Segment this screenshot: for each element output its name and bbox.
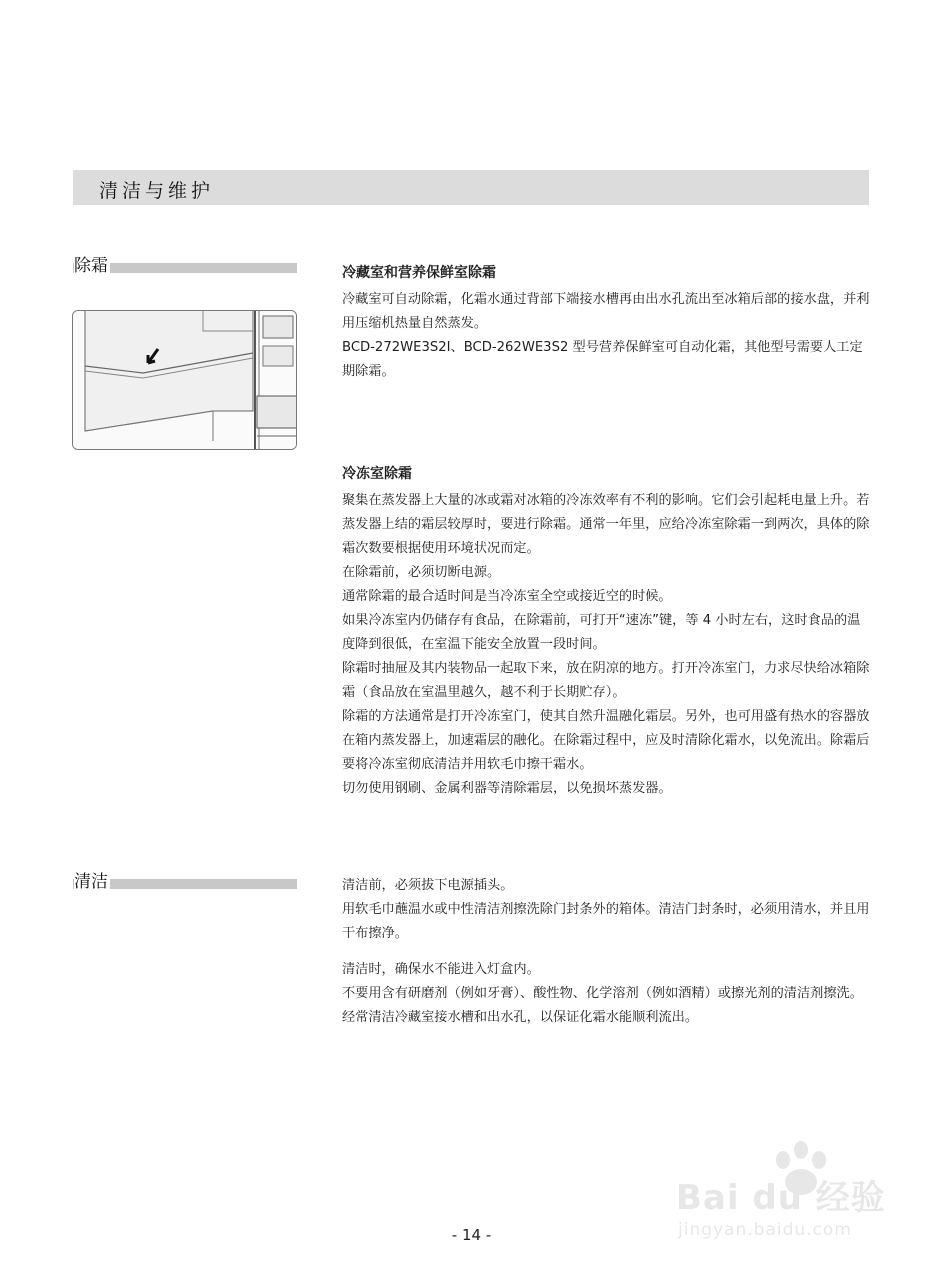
section-title-bar: [73, 170, 869, 205]
fridge-defrost-title: 冷藏室和营养保鲜室除霜: [342, 265, 496, 281]
fridge-interior-illustration: [72, 310, 297, 450]
defrost-heading: [73, 251, 297, 276]
paragraph: 通常除霜的最合适时间是当冷冻室全空或接近空的时候。: [342, 589, 672, 604]
freezer-defrost-section: [342, 463, 872, 801]
cleaning-heading: [73, 867, 297, 892]
paragraph: 不要用含有研磨剂（例如牙膏）、酸性物、化学溶剂（例如酒精）或擦光剂的清洁剂擦洗。: [342, 986, 863, 1001]
paragraph: 除霜时抽屉及其内装物品一起取下来，放在阴凉的地方。打开冷冻室门，力求尽快给冰箱除霜（食品放在室温里越久，越不利于长期贮存）。: [342, 661, 870, 700]
paragraph: 清洁时，确保水不能进入灯盒内。: [342, 962, 540, 977]
section-title: 清洁与维护: [99, 180, 215, 202]
paragraph: 经常清洁冷藏室接水槽和出水孔，以保证化霜水能顺利流出。: [342, 1010, 699, 1025]
page-number: - 14 -: [451, 1226, 492, 1244]
watermark-url: jingyan.baidu.com: [678, 1220, 852, 1240]
baidu-jingyan-watermark: [668, 1140, 898, 1275]
fridge-defrost-section: [342, 262, 872, 384]
paragraph: 冷藏室可自动除霜，化霜水通过背部下端接水槽再由出水孔流出至冰箱后部的接水盘，并利用压缩机热量自然蒸发。: [342, 292, 870, 331]
paragraph: 切勿使用钢刷、金属利器等清除霜层，以免损坏蒸发器。: [342, 781, 672, 796]
paragraph: 用软毛巾蘸温水或中性清洁剂擦洗除门封条外的箱体。清洁门封条时，必须用清水，并且用干布擦净。: [342, 902, 870, 941]
cleaning-heading-text: 清洁: [74, 867, 110, 892]
paragraph: 如果冷冻室内仍储存有食品，在除霜前，可打开“速冻”键，等 4 小时左右，这时食品的温度降到很低，在室温下能安全放置一段时间。: [342, 613, 861, 652]
paragraph: BCD-272WE3S2I、BCD-262WE3S2 型号营养保鲜室可自动化霜，其他型号需要人工定期除霜。: [342, 340, 863, 379]
freezer-defrost-title: 冷冻室除霜: [342, 466, 412, 482]
defrost-heading-text: 除霜: [74, 251, 110, 276]
paragraph: 聚集在蒸发器上大量的冰或霜对冰箱的冷冻效率有不利的影响。它们会引起耗电量上升。若蒸发器上结的霜层较厚时，要进行除霜。通常一年里，应给冷冻室除霜一到两次，具体的除霜次数要根据使用环境状况而定。: [342, 493, 870, 556]
watermark-brand: Bai du 经验: [676, 1178, 886, 1218]
paragraph: 在除霜前，必须切断电源。: [342, 565, 501, 580]
cleaning-section: [342, 874, 872, 1030]
paragraph: 清洁前，必须拔下电源插头。: [342, 878, 514, 893]
paragraph: 除霜的方法通常是打开冷冻室门，使其自然升温融化霜层。另外，也可用盛有热水的容器放在箱内蒸发器上，加速霜层的融化。在除霜过程中，应及时清除化霜水，以免流出。除霜后要将冷冻室彻底清洁并用软毛巾擦干霜水。: [342, 709, 870, 772]
